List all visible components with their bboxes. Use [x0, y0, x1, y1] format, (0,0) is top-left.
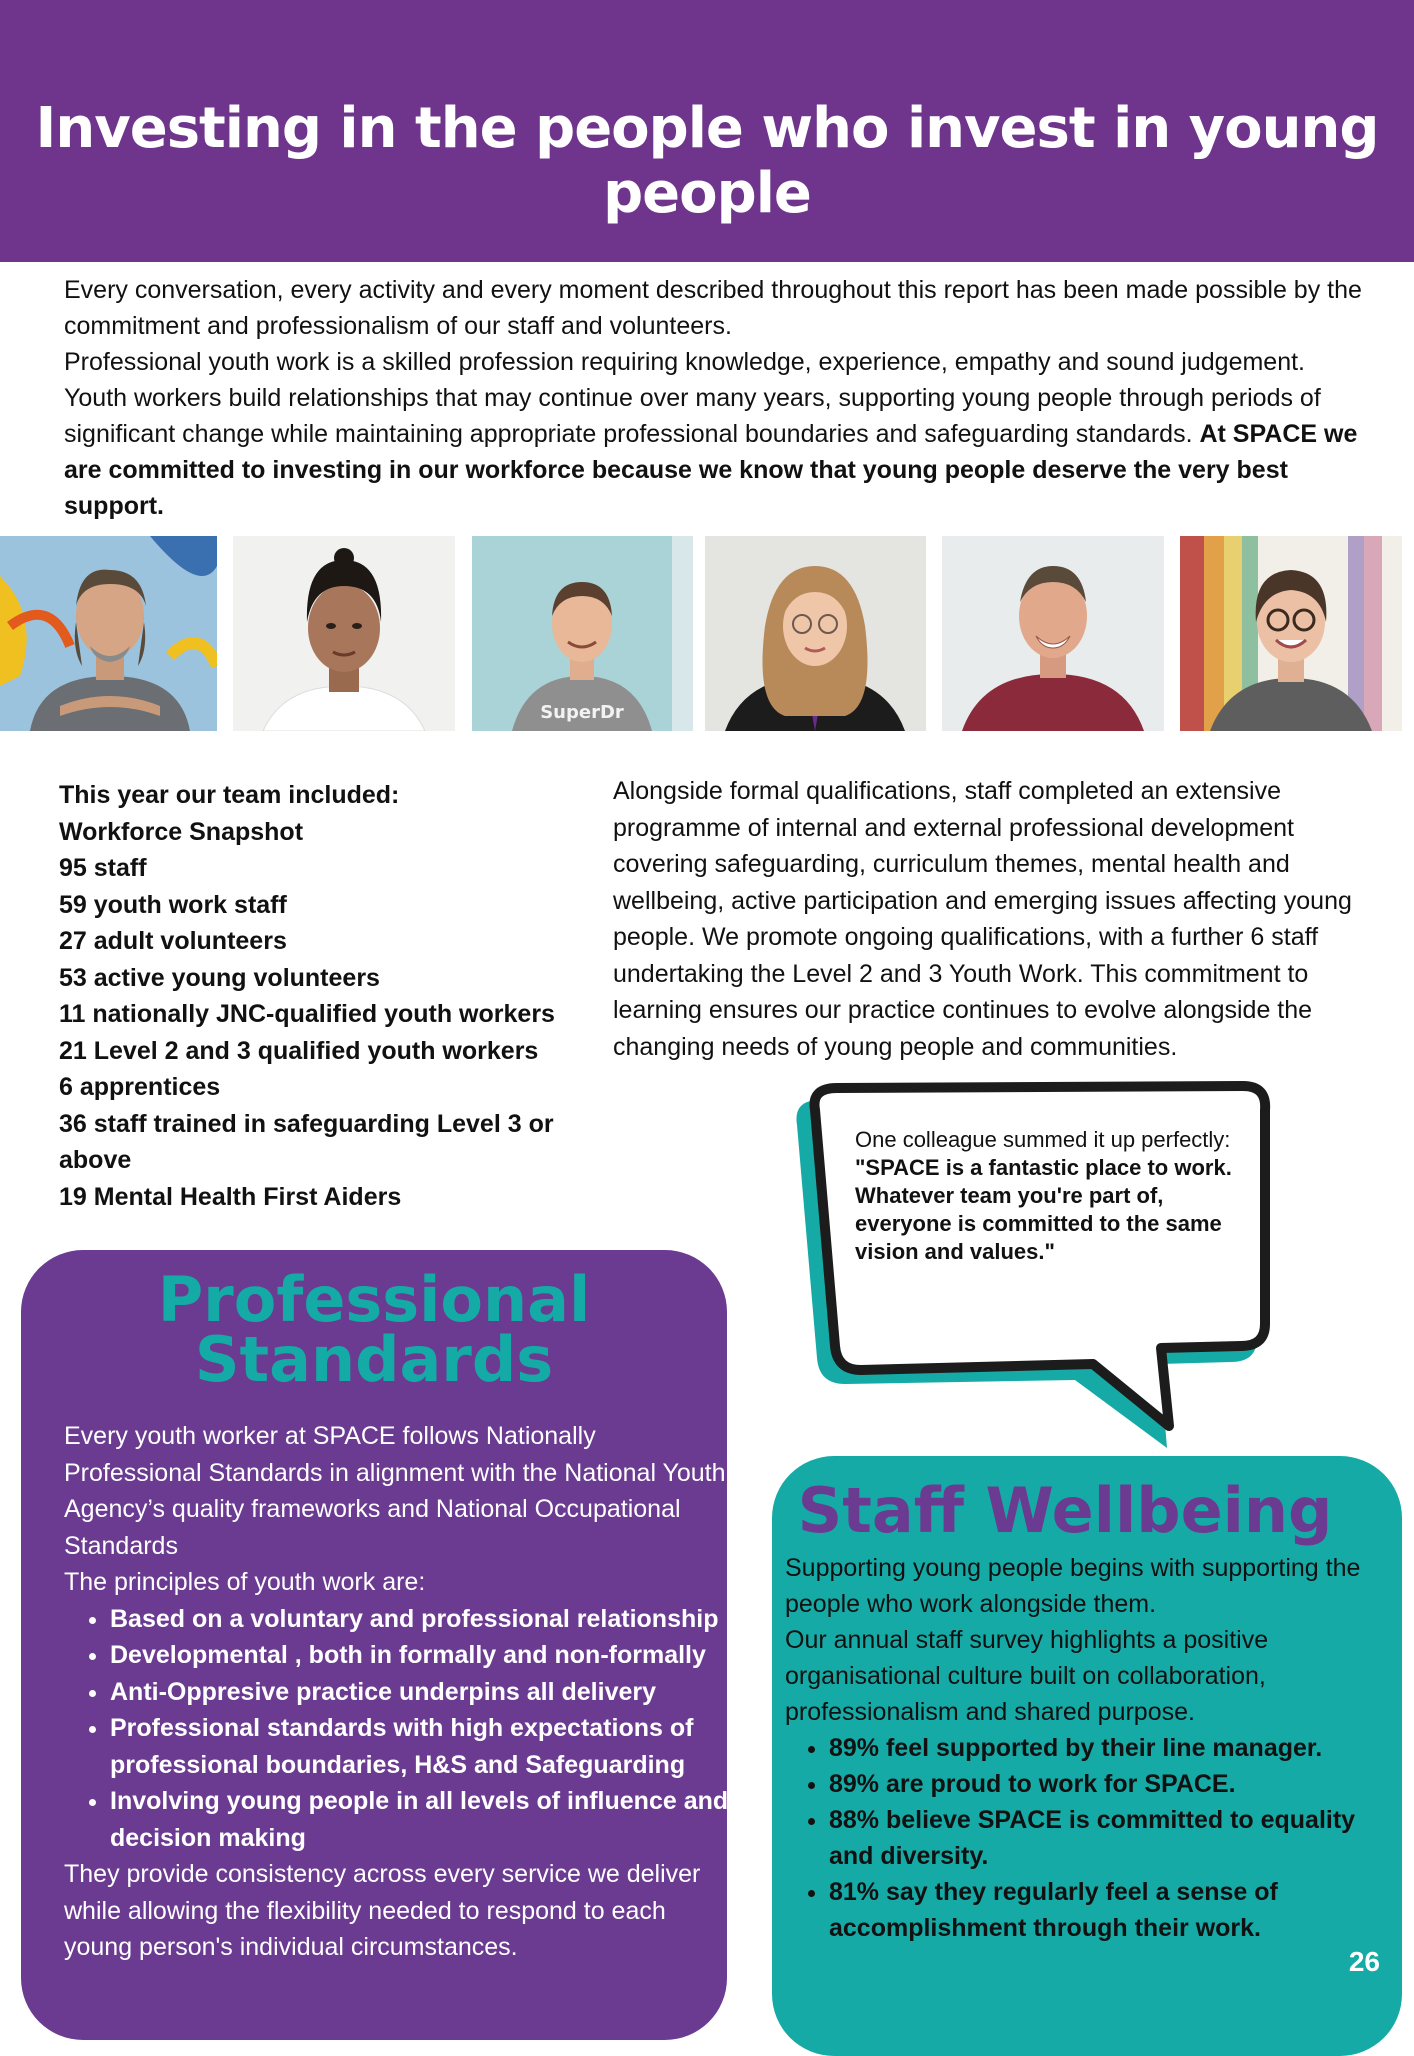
page-header [0, 0, 1414, 262]
intro-paragraph-2 [64, 344, 1364, 524]
sw-survey-list [785, 1730, 1385, 1946]
list-item: • Professional standards with high expectations of professional boundaries, H&S and Safeguarding [110, 1710, 729, 1783]
staff-wellbeing-title: Staff Wellbeing [797, 1474, 1333, 1547]
snapshot-line: This year our team included: [59, 781, 400, 809]
workforce-snapshot [59, 777, 579, 1215]
quote-lead: One colleague summed it up perfectly: [855, 1127, 1231, 1152]
professional-standards-body [64, 1418, 729, 1966]
snapshot-line: 59 youth work staff [59, 890, 287, 919]
staff-photo-4 [705, 536, 926, 731]
intro-paragraph-2-regular: Professional youth work is a skilled profession requiring knowledge, experience, empathy and sound judgement. Youth workers build relationships that may continue over many years, supporting young people through periods of significant change while maintaining appropriate professional boundaries and safeguarding standards. [64, 348, 1321, 448]
ps-paragraph-2: The principles of youth work are: [64, 1568, 426, 1596]
page-number: 26 [1348, 1946, 1380, 1977]
list-item: • 88% believe SPACE is committed to equality and diversity. [829, 1802, 1385, 1874]
snapshot-line: 36 staff trained in safeguarding Level 3 or above [59, 1109, 554, 1174]
quote-text [855, 1126, 1245, 1266]
list-item: • Involving young people in all levels of influence and decision making [110, 1783, 729, 1856]
staff-photo-1 [0, 536, 217, 731]
staff-photo-strip [0, 536, 1414, 731]
list-item: • Anti-Oppresive practice underpins all delivery [110, 1674, 729, 1711]
professional-standards-title: Professional Standards [157, 1263, 591, 1396]
snapshot-line: 27 adult volunteers [59, 927, 287, 955]
snapshot-line: 6 apprentices [59, 1073, 221, 1101]
snapshot-line: 19 Mental Health First Aiders [59, 1182, 402, 1211]
staff-wellbeing-body [785, 1550, 1385, 1946]
intro-text [64, 272, 1364, 524]
staff-photo-3 [472, 536, 693, 731]
list-item: • Based on a voluntary and professional relationship [110, 1601, 729, 1638]
page-title: Investing in the people who invest in young people [35, 96, 1379, 226]
intro-paragraph-1: Every conversation, every activity and every moment described throughout this report has been made possible by the commitment and professionalism of our staff and volunteers. [64, 276, 1362, 340]
snapshot-line: Workforce Snapshot [59, 817, 304, 846]
snapshot-line: 95 staff [59, 854, 147, 882]
staff-photo-2 [233, 536, 455, 731]
ps-paragraph-1: Every youth worker at SPACE follows Nationally Professional Standards in alignment with the National Youth Agency’s quality frameworks and National Occupational Standards [64, 1422, 726, 1560]
svg-text:SuperDr: SuperDr [540, 702, 624, 723]
list-item: • Developmental , both in formally and non-formally [110, 1637, 729, 1674]
development-paragraph: Alongside formal qualifications, staff completed an extensive programme of internal and external professional development covering safeguarding, curriculum themes, mental health and wellbeing, active participation and emerging issues affecting young people. We promote ongoing qualifications, with a further 6 staff undertaking the Level 2 and 3 Youth Work. This commitment to learning ensures our practice continues to evolve alongside the changing needs of young people and communities. [613, 777, 1352, 1061]
list-item: • 89% feel supported by their line manager. [829, 1730, 1385, 1766]
ps-principles-list [64, 1601, 729, 1857]
snapshot-line: 21 Level 2 and 3 qualified youth workers [59, 1036, 539, 1065]
list-item: • 89% are proud to work for SPACE. [829, 1766, 1385, 1802]
staff-photo-5 [942, 536, 1164, 731]
sw-paragraph-2: Our annual staff survey highlights a positive organisational culture built on collaboration, professionalism and shared purpose. [785, 1626, 1269, 1726]
sw-paragraph-1: Supporting young people begins with supporting the people who work alongside them. [785, 1554, 1361, 1618]
list-item: • 81% say they regularly feel a sense of accomplishment through their work. [829, 1874, 1385, 1946]
staff-photo-6 [1180, 536, 1402, 731]
intro-paragraph-2-bold: At SPACE we are committed to investing in our workforce because we know that young people deserve the very best support. [64, 420, 1358, 520]
quote-body: "SPACE is a fantastic place to work. Whatever team you're part of, everyone is committed to the same vision and values." [855, 1155, 1232, 1264]
ps-paragraph-3: They provide consistency across every service we deliver while allowing the flexibility needed to respond to each young person's individual circumstances. [64, 1860, 701, 1961]
snapshot-line: 53 active young volunteers [59, 963, 380, 992]
snapshot-line: 11 nationally JNC-qualified youth workers [59, 1000, 555, 1028]
